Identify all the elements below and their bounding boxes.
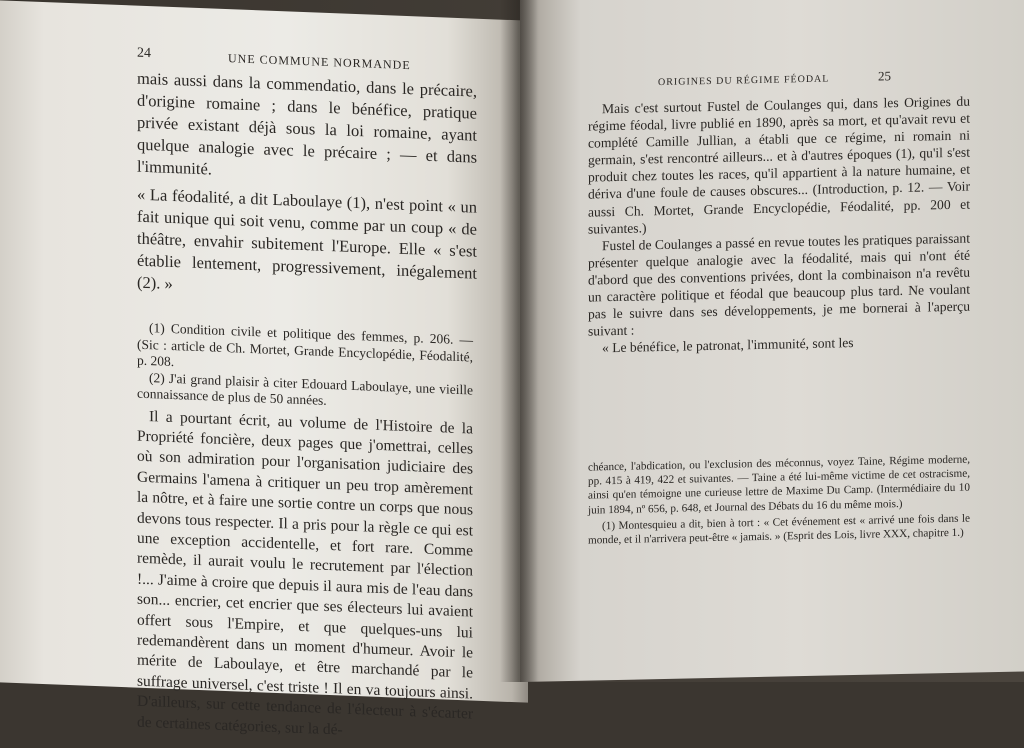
footnotes	[588, 453, 970, 548]
book-gutter-shadow	[500, 0, 538, 682]
main-paragraph: mais aussi dans la commendatio, dans le précaire, d'origine romaine ; dans le bénéfice, pratique privée existant déjà sous la loi romaine, ayant quelque analogie avec le précaire ; — et dans l'immunité.	[137, 68, 477, 179]
running-head: ORIGINES DU RÉGIME FÉODAL	[658, 73, 830, 89]
running-head: UNE COMMUNE NORMANDE	[228, 51, 411, 73]
footnote-2: (2) J'ai grand plaisir à citer Edouard Laboulaye, une vieille connaissance de plus de 50 années.	[137, 369, 473, 408]
paragraph-1: Mais c'est surtout Fustel de Coulanges qui, dans les Origines du régime féodal, livre publié en 1890, après sa mort, et qu'avait revu et complété Camille Jullian, a établi que ce régime, ni romain ni germain, s'est rencontré ailleurs... et à d'autres époques (1), qu'il s'est produit chez toutes les races, qu'il appartient à la nature humaine, et dériva d'une foule de causes obscures... (Introduction, p. 12. — Voir aussi Ch. Mortet, Grande Encyclopédie, Féodalité, pp. 200 et suivantes.)	[588, 93, 970, 237]
page-number: 24	[137, 45, 151, 62]
main-text	[588, 93, 970, 357]
paragraph-3: « Le bénéfice, le patronat, l'immunité, sont les	[602, 335, 854, 356]
footnote-1: (1) Condition civile et politique des femmes, p. 206. — (Sic : article de Ch. Mortet, Grande Encyclopédie, Féodalité, p. 208.	[137, 320, 473, 370]
main-text	[137, 68, 477, 307]
footnote-1: (1) Montesquieu a dit, bien à tort : « Cet événement est « arrivé une fois dans le monde, et il n'arrivera peut-être « jamais. » (Esprit des Lois, livre XXX, chapitre 1.)	[588, 512, 970, 547]
paragraph-2: Fustel de Coulanges a passé en revue toutes les pratiques paraissant présenter quelque analogie avec la féodalité, mais qui n'ont été d'abord que des conventions privées, dont la combinaison n'a revêtu un caractère politique et féodal que beaucoup plus tard. Ne voulant pas le suivre dans ses développements, je me bornerai à l'aperçu suivant :	[588, 230, 970, 339]
footnote-continued: chéance, l'abdication, ou l'exclusion des méconnus, voyez Taine, Régime moderne, pp. 415 à 419, 422 et suivantes. — Taine a été lui-même victime de cet ostracisme, ainsi qu'en témoigne une curieuse lettre de Maxime Du Camp. (Intermédiaire du 10 juin 1894, nº 656, p. 648, et Journal des Débats du 16 du même mois.)	[588, 453, 970, 517]
laboulaye-quote: « La féodalité, a dit Laboulaye (1), n'est point « un fait unique qui soit venu, comme par un coup « de théâtre, envahir subitement l'Europe. Elle « s'est établie lentement, progressivement, inégalement (2). »	[137, 184, 477, 294]
right-page	[520, 0, 1024, 682]
page-number: 25	[878, 68, 891, 84]
footnotes	[137, 320, 473, 746]
footnote-2-continued: Il a pourtant écrit, au volume de l'Histoire de la Propriété foncière, deux pages que j'omettrai, celles où son admiration pour l'organisation judiciaire des Germains l'amena à critiquer un peu trop amèrement la nôtre, et à faire une sortie contre un corps que nous devons tous respecter. Il a pris pour la règle ce qui est une exception accidentelle, et fort rare. Comme remède, il aurait voulu le recrutement par l'élection !... J'aime à croire que depuis il aura mis de l'eau dans son... encrier, cet encrier que ses électeurs lui avaient offert sous l'Empire, et que quelques-uns lui redemandèrent dans un moment d'humeur. Avoir le mérite de Laboulaye, et être marchandé par le suffrage universel, c'est triste ! Il en va toujours ainsi. D'ailleurs, sur cette tendance de l'électeur à s'écarter de certaines catégories, sur la dé-	[137, 407, 473, 739]
